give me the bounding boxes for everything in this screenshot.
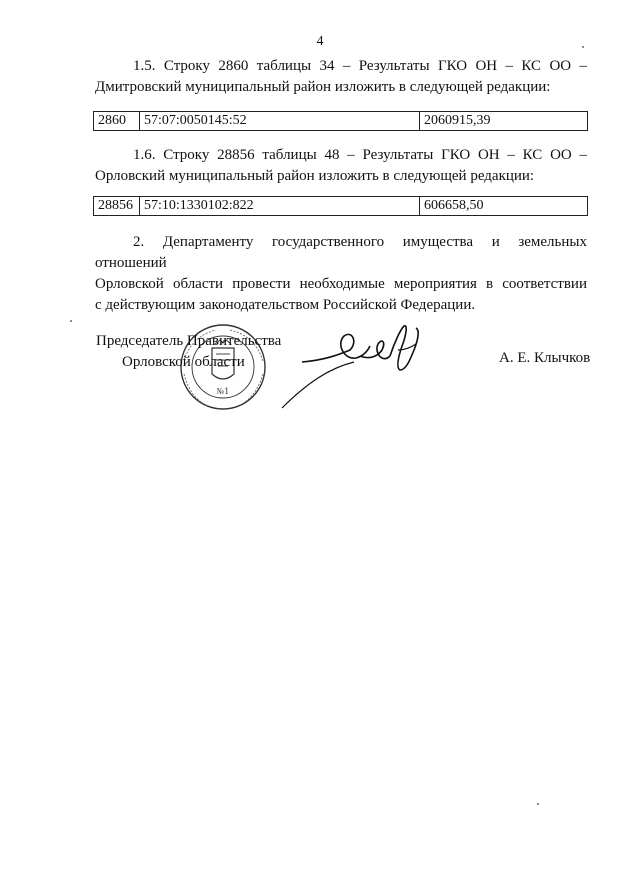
row-number-cell: 28856 [94,197,140,216]
paragraph-1-6-line-2: Орловский муниципальный район изложить в следующей редакции: [95,168,535,184]
cadastral-number-cell: 57:07:0050145:52 [140,112,420,131]
cadastral-number-cell: 57:10:1330102:822 [140,197,420,216]
cadastral-value-cell: 2060915,39 [420,112,588,131]
paragraph-1-6-line-1: 1.6. Строку 28856 таблицы 48 – Результаты ГКО ОН – КС ОО – [133,147,587,163]
paragraph-1-5-line-2: Дмитровский муниципальный район изложить в следующей редакции: [95,79,551,95]
table-row [94,197,588,216]
handwritten-signature [278,320,428,412]
paragraph-2-line-2: Орловской области провести необходимые мероприятия в соответствии [95,276,587,292]
table-row [94,112,588,131]
paragraph-2 [95,232,587,316]
table-row-2860 [93,111,588,131]
table-row-28856 [93,196,588,216]
paragraph-1-5 [95,56,587,98]
paragraph-2-line-3: с действующим законодательством Российской Федерации. [95,297,476,313]
page-number: 4 [316,34,324,49]
paragraph-1-6 [95,145,587,187]
paragraph-2-line-1: 2. Департаменту государственного имущества и земельных отношений [95,234,587,271]
stamp-number-text: №1 [216,387,230,396]
scan-speck [537,803,539,805]
scan-speck [70,320,72,322]
scan-speck [582,46,584,48]
row-number-cell: 2860 [94,112,140,131]
paragraph-1-5-line-1: 1.5. Строку 2860 таблицы 34 – Результаты ГКО ОН – КС ОО – [133,58,587,74]
signatory-title-line-2: Орловской области [122,354,245,370]
signatory-title [96,331,281,373]
cadastral-value-cell: 606658,50 [420,197,588,216]
signatory-title-line-1: Председатель Правительства [96,333,282,349]
signatory-name: А. Е. Клычков [499,350,591,366]
